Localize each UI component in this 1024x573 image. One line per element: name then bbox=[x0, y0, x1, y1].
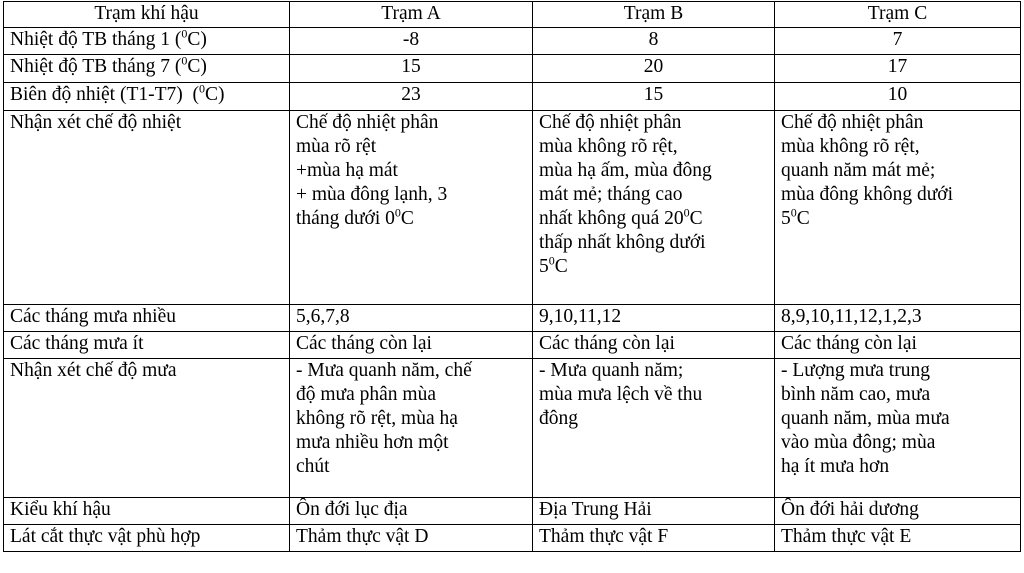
temp-comment-c: Chế độ nhiệt phân mùa không rõ rệt, quanh năm mát mẻ; mùa đông không dưới $5^0C$ bbox=[775, 111, 1021, 305]
label-climate-type: Kiểu khí hậu bbox=[4, 498, 290, 525]
header-station-b: Trạm B bbox=[533, 2, 775, 28]
rainy-months-b: 9,10,11,12 bbox=[533, 305, 775, 332]
row-climate-type bbox=[4, 498, 1021, 525]
vegetation-c: Thảm thực vật E bbox=[775, 525, 1021, 552]
vegetation-b: Thảm thực vật F bbox=[533, 525, 775, 552]
vegetation-a: Thảm thực vật D bbox=[290, 525, 533, 552]
row-vegetation bbox=[4, 525, 1021, 552]
rainy-months-a: 5,6,7,8 bbox=[290, 305, 533, 332]
row-temp-jan bbox=[4, 28, 1021, 55]
header-station-c: Trạm C bbox=[775, 2, 1021, 28]
climate-type-a: Ôn đới lục địa bbox=[290, 498, 533, 525]
temp-jan-b: 8 bbox=[533, 28, 775, 55]
climate-table bbox=[3, 1, 1021, 552]
rain-comment-a: - Mưa quanh năm, chế độ mưa phân mùa không rõ rệt, mùa hạ mưa nhiều hơn một chút bbox=[290, 359, 533, 498]
temp-jul-a: 15 bbox=[290, 55, 533, 83]
row-temp-jul bbox=[4, 55, 1021, 83]
temp-jan-c: 7 bbox=[775, 28, 1021, 55]
label-rain-comment: Nhận xét chế độ mưa bbox=[4, 359, 290, 498]
amplitude-b: 15 bbox=[533, 83, 775, 111]
label-temp-jan: Nhiệt độ TB tháng 1 ($^0$C) bbox=[4, 28, 290, 55]
amplitude-c: 10 bbox=[775, 83, 1021, 111]
label-temp-jul: Nhiệt độ TB tháng 7 ($^0$C) bbox=[4, 55, 290, 83]
temp-jul-c: 17 bbox=[775, 55, 1021, 83]
label-temp-comment: Nhận xét chế độ nhiệt bbox=[4, 111, 290, 305]
rain-comment-b: - Mưa quanh năm; mùa mưa lệch về thu đông bbox=[533, 359, 775, 498]
header-row bbox=[4, 2, 1021, 28]
temp-comment-b: Chế độ nhiệt phân mùa không rõ rệt, mùa hạ ấm, mùa đông mát mẻ; tháng cao nhất không quá $20^0C$ thấp nhất không dưới $5^0C$ bbox=[533, 111, 775, 305]
amplitude-a: 23 bbox=[290, 83, 533, 111]
label-vegetation: Lát cắt thực vật phù hợp bbox=[4, 525, 290, 552]
row-amplitude bbox=[4, 83, 1021, 111]
label-dry-months: Các tháng mưa ít bbox=[4, 332, 290, 359]
dry-months-c: Các tháng còn lại bbox=[775, 332, 1021, 359]
dry-months-b: Các tháng còn lại bbox=[533, 332, 775, 359]
rain-comment-c: - Lượng mưa trung bình năm cao, mưa quanh năm, mùa mưa vào mùa đông; mùa hạ ít mưa hơn bbox=[775, 359, 1021, 498]
rainy-months-c: 8,9,10,11,12,1,2,3 bbox=[775, 305, 1021, 332]
row-dry-months bbox=[4, 332, 1021, 359]
row-rainy-months bbox=[4, 305, 1021, 332]
climate-type-c: Ôn đới hải dương bbox=[775, 498, 1021, 525]
dry-months-a: Các tháng còn lại bbox=[290, 332, 533, 359]
temp-jan-a: -8 bbox=[290, 28, 533, 55]
header-station-a: Trạm A bbox=[290, 2, 533, 28]
temp-jul-b: 20 bbox=[533, 55, 775, 83]
header-station: Trạm khí hậu bbox=[4, 2, 290, 28]
label-amplitude: Biên độ nhiệt (T1-T7) ($^0$C) bbox=[4, 83, 290, 111]
row-temp-comment bbox=[4, 111, 1021, 305]
row-rain-comment bbox=[4, 359, 1021, 498]
label-rainy-months: Các tháng mưa nhiều bbox=[4, 305, 290, 332]
temp-comment-a: Chế độ nhiệt phân mùa rõ rệt +mùa hạ mát + mùa đông lạnh, 3 tháng dưới $0^0C$ bbox=[290, 111, 533, 305]
climate-type-b: Địa Trung Hải bbox=[533, 498, 775, 525]
